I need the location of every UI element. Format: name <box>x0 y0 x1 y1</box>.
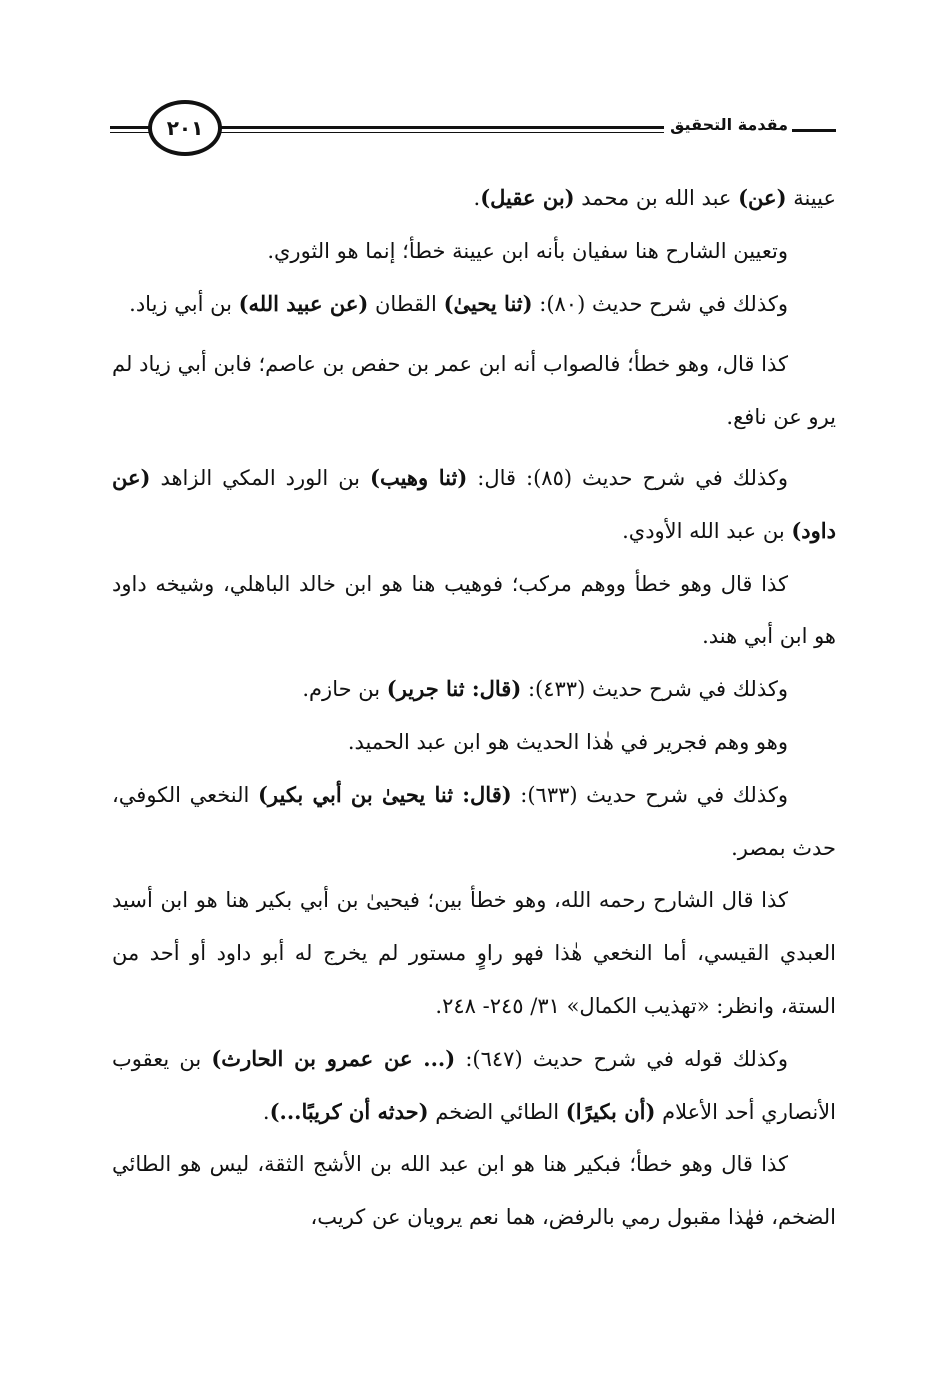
main-text <box>112 172 836 1244</box>
paragraph: وكذلك في شرح حديث (٨٥): قال: (ثنا وهيب) بن الورد المكي الزاهد (عن داود) بن عبد الله الأودي. <box>112 464 836 543</box>
page-number: ٢٠١ <box>148 100 222 156</box>
running-header-title: مقدمة التحقيق <box>664 115 788 134</box>
paragraph: كذا قال وهو خطأ ووهم مركب؛ فوهيب هنا هو ابن خالد الباهلي، وشيخه داود هو ابن أبي هند. <box>112 571 836 649</box>
paragraph: وكذلك في شرح حديث (٦٣٣): (قال: ثنا يحيىٰ بن أبي بكير) النخعي الكوفي، حدث بمصر. <box>112 781 836 860</box>
header-rule <box>792 129 836 132</box>
paragraph: كذا قال وهو خطأ؛ فبكير هنا هو ابن عبد الله بن الأشج الثقة، ليس هو الطائي الضخم، فهٰذا مقبول رمي بالرفض، هما نعم يرويان عن كريب، <box>112 1152 836 1230</box>
page-header <box>110 96 836 166</box>
paragraph: كذا قال الشارح رحمه الله، وهو خطأ بين؛ فيحيىٰ بن أبي بكير هنا هو ابن أسيد العبدي القيسي، أما النخعي هٰذا فهو راوٍ مستور لم يخرج له أبو داود أو أحد من الستة، وانظر: «تهذيب الكمال» ٣١/ ٢٤٥- ٢٤٨. <box>112 888 836 1018</box>
paragraph: وتعيين الشارح هنا سفيان بأنه ابن عيينة خطأ؛ إنما هو الثوري. <box>267 238 788 263</box>
paragraph: وكذلك في شرح حديث (٤٣٣): (قال: ثنا جرير) بن حازم. <box>302 676 788 702</box>
paragraph: وكذلك في شرح حديث (٨٠): (ثنا يحيىٰ) القطان (عن عبيد الله) بن أبي زياد. <box>129 290 788 316</box>
paragraph: كذا قال، وهو خطأ؛ فالصواب أنه ابن عمر بن حفص بن عاصم؛ فابن أبي زياد لم يرو عن نافع. <box>112 352 836 430</box>
header-rule <box>110 132 150 133</box>
header-rule <box>110 126 150 129</box>
paragraph: عيينة (عن) عبد الله بن محمد (بن عقيل). <box>473 185 836 210</box>
paragraph: وهو وهم فجرير في هٰذا الحديث هو ابن عبد الحميد. <box>347 729 788 754</box>
paragraph: وكذلك قوله في شرح حديث (٦٤٧): (... عن عمرو بن الحارث) بن يعقوب الأنصاري أحد الأعلام (أن بكيرًا) الطائي الضخم (حدثه أن كريبًا...). <box>112 1045 836 1124</box>
